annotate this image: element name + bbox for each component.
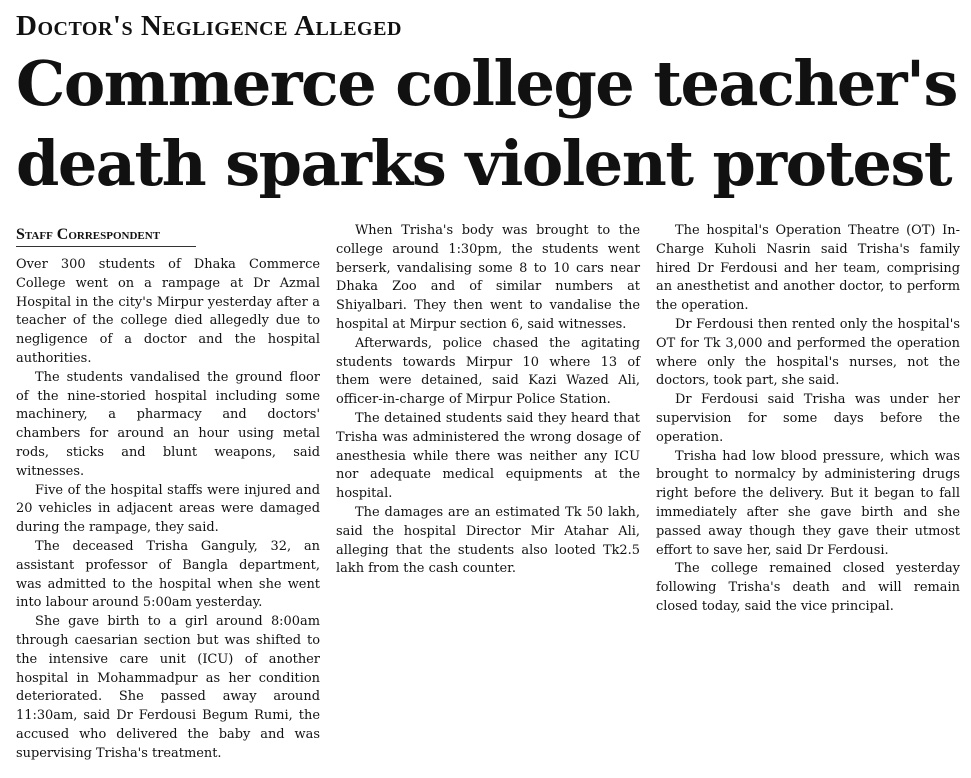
paragraph: Five of the hospital staffs were injured and 20 vehicles in adjacent areas were damaged during the rampage, they said. xyxy=(16,482,320,536)
paragraph: The damages are an estimated Tk 50 lakh, said the hospital Director Mir Atahar Ali, alleging that the students also looted Tk2.5 lakh from the cash counter. xyxy=(336,504,640,577)
byline: Staff Correspondent xyxy=(16,222,196,247)
text-column-2 xyxy=(336,222,640,579)
article-kicker: Doctor's Negligence Alleged xyxy=(16,10,402,42)
paragraph: Afterwards, police chased the agitating students towards Mirpur 10 where 13 of them were detained, said Kazi Wazed Ali, officer-in-charge of Mirpur Police Station. xyxy=(336,335,640,408)
paragraph: The detained students said they heard that Trisha was administered the wrong dosage of anesthesia while there was neither any ICU nor adequate medical equipments at the hospital. xyxy=(336,410,640,502)
paragraph: Dr Ferdousi then rented only the hospital's OT for Tk 3,000 and performed the operation where only the hospital's nurses, not the doctors, took part, she said. xyxy=(656,316,960,389)
paragraph: Trisha had low blood pressure, which was brought to normalcy by administering drugs right before the delivery. But it began to fall immediately after she gave birth and she passed away though they gave their utmost effort to save her, said Dr Ferdousi. xyxy=(656,448,960,558)
headline-line-1: Commerce college teacher's xyxy=(16,47,957,120)
text-column-1 xyxy=(16,222,320,764)
paragraph: Over 300 students of Dhaka Commerce College went on a rampage at Dr Azmal Hospital in the city's Mirpur yesterday after a teacher of the college died allegedly due to negligence of a doctor and the hospital authorities. xyxy=(16,257,320,366)
headline-line-2: death sparks violent protest xyxy=(16,127,952,200)
paragraph: The college remained closed yesterday following Trisha's death and will remain closed today, said the vice principal. xyxy=(656,561,960,614)
paragraph: When Trisha's body was brought to the college around 1:30pm, the students went berserk, vandalising some 8 to 10 cars near Dhaka Zoo and of similar numbers at Shiyalbari. They then went to vandalise the hospital at Mirpur section 6, said witnesses. xyxy=(336,223,640,332)
paragraph: She gave birth to a girl around 8:00am through caesarian section but was shifted to the intensive care unit (ICU) of another hospital in Mohammadpur as her condition deteriorated. She passed away around 11:30am, said Dr Ferdousi Begum Rumi, the accused who delivered the baby and was supervising Trisha's treatment. xyxy=(16,614,320,761)
paragraph: Dr Ferdousi said Trisha was under her supervision for some days before the operation. xyxy=(656,392,960,445)
paragraph: The deceased Trisha Ganguly, 32, an assistant professor of Bangla department, was admitted to the hospital when she went into labour around 5:00am yesterday. xyxy=(16,538,320,611)
article-headline xyxy=(16,44,966,204)
text-column-3 xyxy=(656,222,960,617)
article-body xyxy=(16,222,966,767)
paragraph: The students vandalised the ground floor of the nine-storied hospital including some machinery, a pharmacy and doctors' chambers for around an hour using metal rods, sticks and blunt weapons, said witnesses. xyxy=(16,369,320,479)
paragraph: The hospital's Operation Theatre (OT) In-Charge Kuholi Nasrin said Trisha's family hired Dr Ferdousi and her team, comprising an anesthetist and another doctor, to perform the operation. xyxy=(656,223,960,314)
